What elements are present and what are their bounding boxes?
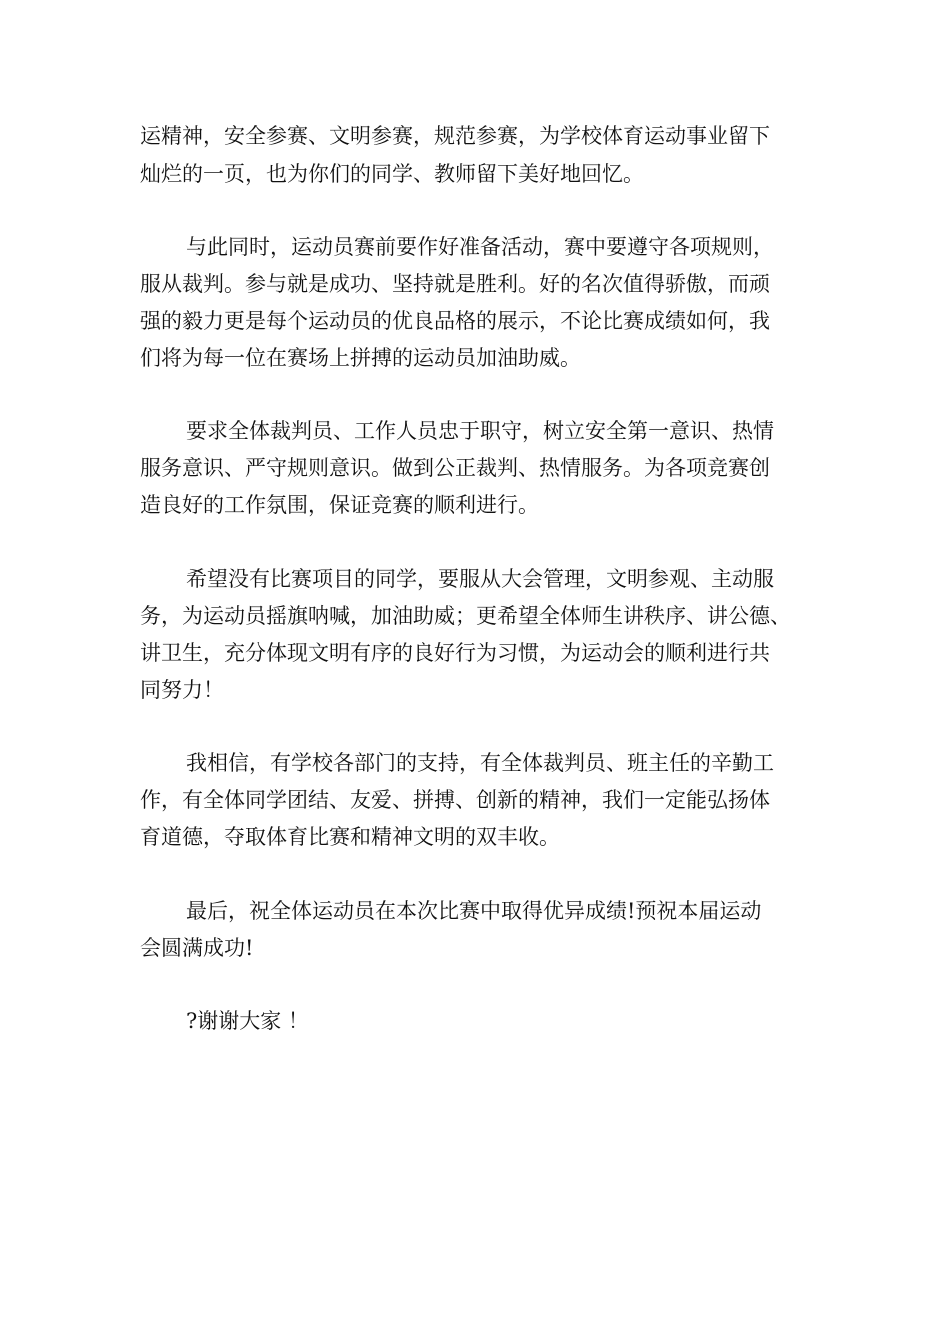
paragraph-3-line-1: 要求全体裁判员、工作人员忠于职守，树立安全第一意识、热情: [186, 419, 774, 443]
paragraph-1-line-2: 灿烂的一页，也为你们的同学、教师留下美好地回忆。: [140, 162, 644, 186]
paragraph-2-line-4: 们将为每一位在赛场上拼搏的运动员加油助威。: [140, 346, 581, 370]
paragraph-6-line-1: 最后，祝全体运动员在本次比赛中取得优异成绩!预祝本届运动: [186, 899, 762, 923]
paragraph-3-line-3: 造良好的工作氛围，保证竞赛的顺利进行。: [140, 493, 539, 517]
paragraph-6-line-2: 会圆满成功!: [140, 936, 254, 960]
paragraph-5-line-3: 育道德，夺取体育比赛和精神文明的双丰收。: [140, 825, 560, 849]
paragraph-3-line-2: 服务意识、严守规则意识。做到公正裁判、热情服务。为各项竞赛创: [140, 456, 770, 480]
paragraph-4-line-4: 同努力！: [140, 678, 224, 702]
paragraph-2-line-2: 服从裁判。参与就是成功、坚持就是胜利。好的名次值得骄傲，而顽: [140, 272, 770, 296]
paragraph-4-line-3: 讲卫生，充分体现文明有序的良好行为习惯，为运动会的顺利进行共: [140, 641, 770, 665]
paragraph-5-line-2: 作，有全体同学团结、友爱、拼搏、创新的精神，我们一定能弘扬体: [140, 788, 770, 812]
paragraph-5-line-1: 我相信，有学校各部门的支持，有全体裁判员、班主任的辛勤工: [186, 751, 774, 775]
closing-thanks: ?谢谢大家 ！: [186, 1009, 309, 1033]
paragraph-4-line-1: 希望没有比赛项目的同学，要服从大会管理，文明参观、主动服: [186, 567, 774, 591]
paragraph-2-line-1: 与此同时，运动员赛前要作好准备活动，赛中要遵守各项规则，: [186, 235, 774, 259]
paragraph-2-line-3: 强的毅力更是每个运动员的优良品格的展示，不论比赛成绩如何，我: [140, 309, 770, 333]
paragraph-4-line-2: 务，为运动员摇旗呐喊，加油助威；更希望全体师生讲秩序、讲公德、: [140, 604, 791, 628]
paragraph-1-line-1: 运精神，安全参赛、文明参赛，规范参赛，为学校体育运动事业留下: [140, 124, 770, 148]
